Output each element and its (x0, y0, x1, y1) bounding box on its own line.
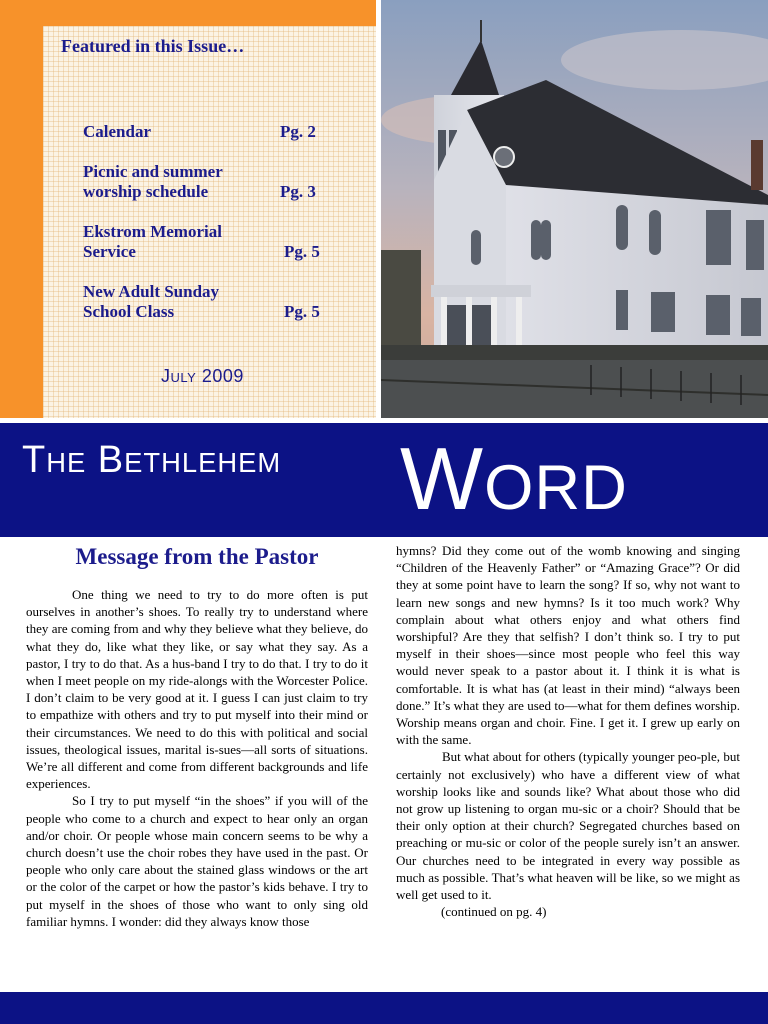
paragraph: But what about for others (typically younger peo-ple, but certainly not exclusively) who have a different view of what worship looks like and sounds like? What about those who did not grow up listening to organ mu-sic or a choir? Should that be their only option at their church? Segregated churches based on preaching or mu-sic or color of the people surely isn’t an answer. Our churches need to be integrated in every way possible as much as possible. That’s what heaven will be like, so we might as well get used to it. (396, 749, 740, 903)
toc-item-page: Pg. 2 (280, 122, 316, 141)
featured-panel (0, 0, 376, 418)
masthead-word: WORD (400, 429, 628, 528)
issue-date: July 2009 (161, 366, 244, 386)
toc-item-label: Calendar (83, 122, 151, 141)
toc-item-page: Pg. 5 (284, 242, 320, 261)
paragraph: One thing we need to try to do more often is put ourselves in another’s shoes. To really try to understand where they are coming from and why they believe what they believe, do what they do, like what they like, or say what they say. As a pastor, I try to do that. As a hus-band I try to do that. I try to do it when I meet people on my ride-alongs with the Worcester Police. I don’t claim to be very good at it. I guess I can just claim to try to empathize with others and try to put myself into their mind or their circumstances. We need to do this with political and social issues, theological issues, marital is-sues—all sorts of situations. We’re all different and come from different backgrounds and life experiences. (26, 587, 368, 792)
paragraph: So I try to put myself “in the shoes” if you will of the people who come to a church and expect to hear only an organ and/or choir. Or people whose main concern seems to be why a church doesn’t use the choir robes they have used in the past. Or people who only care about the stained glass windows or the art or the color of the carpet or how the pastor’s kids behave. I try to put myself in the shoes of those who want to only sing old familiar hymns. I wonder: did they always know those (26, 793, 368, 929)
footer-bar (0, 992, 768, 1024)
church-photo (381, 0, 768, 418)
article-title: Message from the Pastor (75, 544, 319, 569)
featured-box (43, 26, 376, 418)
paragraph: hymns? Did they come out of the womb knowing and singing “Children of the Heavenly Father” or “Amazing Grace”? Or did they at some point have to learn the song? If so, why not want to learn new songs and new hymns? Is it too much work? Why complain about what others enjoy and what others find worshipful? Are they that selfish? I don’t think so. I try to put myself in their shoes—since most people who feel this way would never speak to a pastor about it. I think it is what is comfortable. It is what has (at least in their mind) “always been done.” It’s what they are used to—what for them defines worship. Worship means organ and choir. Fine. I get it. I grew up early on with the same. (396, 543, 740, 748)
masthead-the: THE (22, 439, 87, 481)
masthead-the-bethlehem (22, 438, 281, 485)
continued-note: (continued on pg. 4) (441, 904, 547, 920)
masthead (0, 423, 768, 537)
toc-item-label: Ekstrom Memorial Service (83, 222, 222, 261)
toc-item-page: Pg. 3 (280, 182, 316, 201)
article-column-1 (26, 586, 368, 930)
toc-item-label: Picnic and summer worship schedule (83, 162, 223, 201)
featured-title: Featured in this Issue… (61, 36, 245, 56)
masthead-bethlehem: BETHLEHEM (97, 439, 282, 481)
toc-item-page: Pg. 5 (284, 302, 320, 321)
article-column-2 (396, 542, 740, 920)
toc-item-label: New Adult Sunday School Class (83, 282, 220, 321)
